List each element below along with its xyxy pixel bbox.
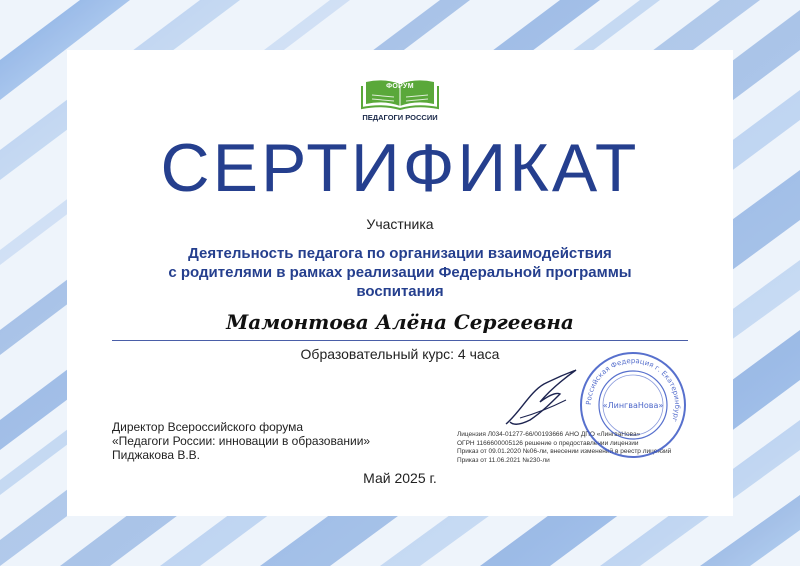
license-line: Приказ от 09.01.2020 №06-ли, внесении изменений в реестр лицензий <box>457 448 672 455</box>
svg-text:Российская Федерация г. Екатер <box>585 357 681 423</box>
course-title-line: воспитания <box>356 283 444 300</box>
forum-logo <box>358 78 442 124</box>
license-line: Приказ от 11.06.2021 №230-ли <box>457 456 550 464</box>
recipient-name: Мамонтова Алёна Сергеевна <box>226 310 574 334</box>
director-line: Пиджакова В.В. <box>112 448 201 462</box>
director-line: «Педагоги России: инновации в образовании» <box>112 434 371 448</box>
logo-text-forum: ФОРУМ <box>386 83 414 90</box>
stamp-ring-text: Российская Федерация г. Екатеринбург <box>584 356 682 423</box>
license-line: ОГРН 1166600005126 решение о предоставлении лицензии <box>457 439 639 447</box>
role-label: Участника <box>366 216 434 232</box>
course-title-line: с родителями в рамках реализации Федеральной программы <box>168 264 632 281</box>
signature <box>500 362 590 432</box>
license-line: Лицензия Л034-01277-66/00193666 АНО ДПО «ЛингваНова» <box>457 431 641 438</box>
certificate-title: СЕРТИФИКАТ <box>160 130 640 206</box>
course-hours: Образовательный курс: 4 часа <box>300 346 500 362</box>
logo-text-subtitle: ПЕДАГОГИ РОССИИ <box>362 113 438 122</box>
director-line: Директор Всероссийского форума <box>112 420 304 434</box>
official-stamp <box>578 350 688 460</box>
course-title <box>100 244 700 301</box>
course-title-line: Деятельность педагога по организации взаимодействия <box>188 245 612 262</box>
issue-date: Май 2025 г. <box>363 470 437 486</box>
director-block <box>112 420 370 462</box>
stamp-center-text: «ЛингваНова» <box>602 401 664 410</box>
name-underline <box>112 340 688 341</box>
